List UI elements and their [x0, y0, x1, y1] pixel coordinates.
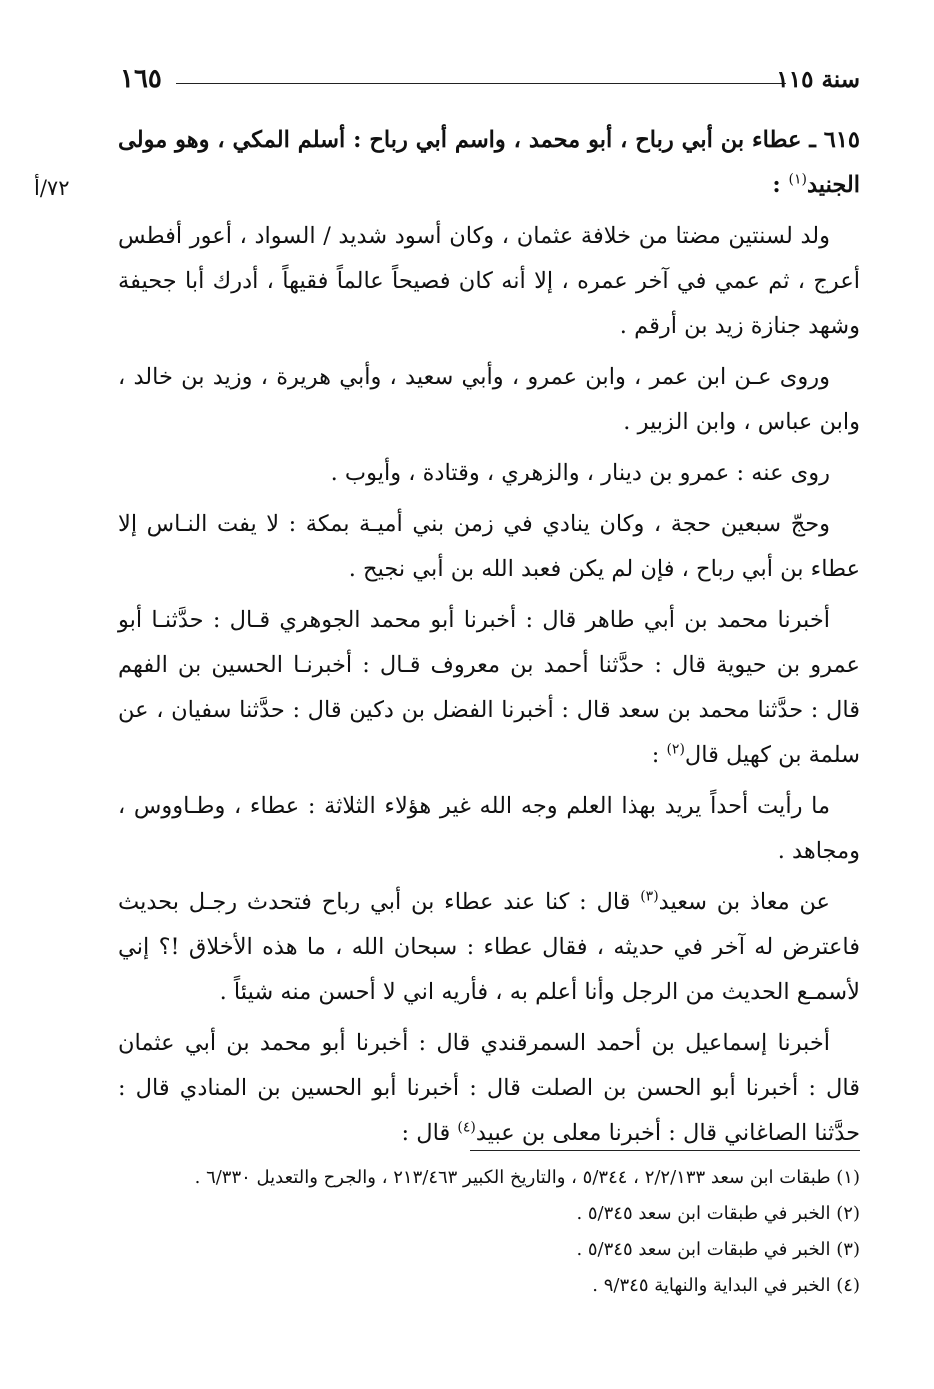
margin-folio-note: ٧٢/أ [34, 176, 70, 200]
paragraph-quote-1 [118, 784, 860, 874]
paragraph-pilgrimage [118, 502, 860, 592]
main-text [118, 118, 860, 1162]
footnote-ref: (١) [788, 171, 807, 188]
paragraph-text: ما رأيت أحداً يريد بهذا العلم وجه الله غير هؤلاء الثلاثة : عطاء ، وطـاووس ، ومجاهد . [118, 793, 860, 864]
footnote-ref: (٢) [666, 741, 685, 758]
paragraph-text: ولد لسنتين مضتا من خلافة عثمان ، وكان أسود شديد / السواد ، أعور أفطس أعرج ، ثم عمي في آخر عمره ، إلا أنه كان فصيحاً عالماً فقيهاً ، أدرك أبا جحيفة وشهد جنازة زيد بن أرقم . [118, 223, 860, 339]
paragraph-birth [118, 214, 860, 349]
footnote-ref: (٣) [640, 888, 659, 905]
paragraph-text: عن معاذ بن سعيد [658, 889, 830, 915]
running-head: سنة ١١٥ [776, 66, 860, 93]
paragraph-narrated-from [118, 355, 860, 445]
entry-heading-line [118, 118, 860, 208]
footnote-rule [470, 1150, 860, 1151]
paragraph-tail: قال : [401, 1120, 458, 1146]
paragraph-text: أخبرنا إسماعيل بن أحمد السمرقندي قال : أخبرنا أبو محمد بن أبي عثمان قال : أخبرنا أبو الحسن بن الصلت قال : أخبرنا أبو الحسين بن المنادي قال : حدَّثنا الصاغاني قال : أخبرنا معلى بن عبيد [118, 1030, 860, 1146]
paragraph-isnad-1 [118, 598, 860, 778]
entry-heading: ٦١٥ ـ عطاء بن أبي رباح ، أبو محمد ، واسم أبي رباح : أسلم المكي ، وهو مولى الجنيد [118, 127, 860, 198]
paragraph-isnad-2 [118, 1021, 860, 1156]
paragraph-muadh [118, 880, 860, 1015]
footnote-1: (١) طبقات ابن سعد ٢/٢/١٣٣ ، ٥/٣٤٤ ، والتاريخ الكبير ٢١٣/٤٦٣ ، والجرح والتعديل ٦/٣٣٠ . [194, 1167, 860, 1188]
paragraph-tail: قال : كنا عند عطاء بن أبي رباح فتحدث رجـل بحديث فاعترض له آخر في حديثه ، فقال عطاء : سبحان الله ، ما هذه الأخلاق !؟ إني لأسمـع الحديث من الرجل وأنا أعلم به ، فأريه اني لا أحسن منه شيئاً . [118, 889, 860, 1005]
entry-heading-colon: : [772, 172, 789, 198]
paragraph-text: وروى عـن ابن عمر ، وابن عمرو ، وأبي سعيد ، وأبي هريرة ، وزيد بن خالد ، وابن عباس ، وابن الزبير . [118, 364, 860, 435]
paragraph-text: أخبرنا محمد بن أبي طاهر قال : أخبرنا أبو محمد الجوهري قـال : حدَّثنـا أبو عمرو بن حيوية قال : حدَّثنا أحمد بن معروف قـال : أخبرنـا الحسين بن الفهم قال : حدَّثنا محمد بن سعد قال : أخبرنا الفضل بن دكين قال : حدَّثنا سفيان ، عن سلمة بن كهيل قال [118, 607, 860, 768]
header-rule [176, 83, 786, 84]
page-number: ١٦٥ [120, 64, 162, 94]
paragraph-tail: : [651, 742, 667, 768]
paragraph-narrated-by [118, 451, 860, 496]
footnotes [118, 1160, 860, 1304]
paragraph-text: روى عنه : عمرو بن دينار ، والزهري ، وقتادة ، وأيوب . [330, 460, 830, 486]
page-header [120, 62, 860, 102]
footnote-ref: (٤) [457, 1119, 476, 1136]
footnote-3: (٣) الخبر في طبقات ابن سعد ٥/٣٤٥ . [576, 1239, 860, 1260]
footnote-2: (٢) الخبر في طبقات ابن سعد ٥/٣٤٥ . [576, 1203, 860, 1224]
paragraph-text: وحجّ سبعين حجة ، وكان ينادي في زمن بني أميـة بمكة : لا يفت النـاس إلا عطاء بن أبي رباح ، فإن لم يكن فعبد الله بن أبي نجيح . [118, 511, 860, 582]
footnote-4: (٤) الخبر في البداية والنهاية ٩/٣٤٥ . [592, 1275, 860, 1296]
